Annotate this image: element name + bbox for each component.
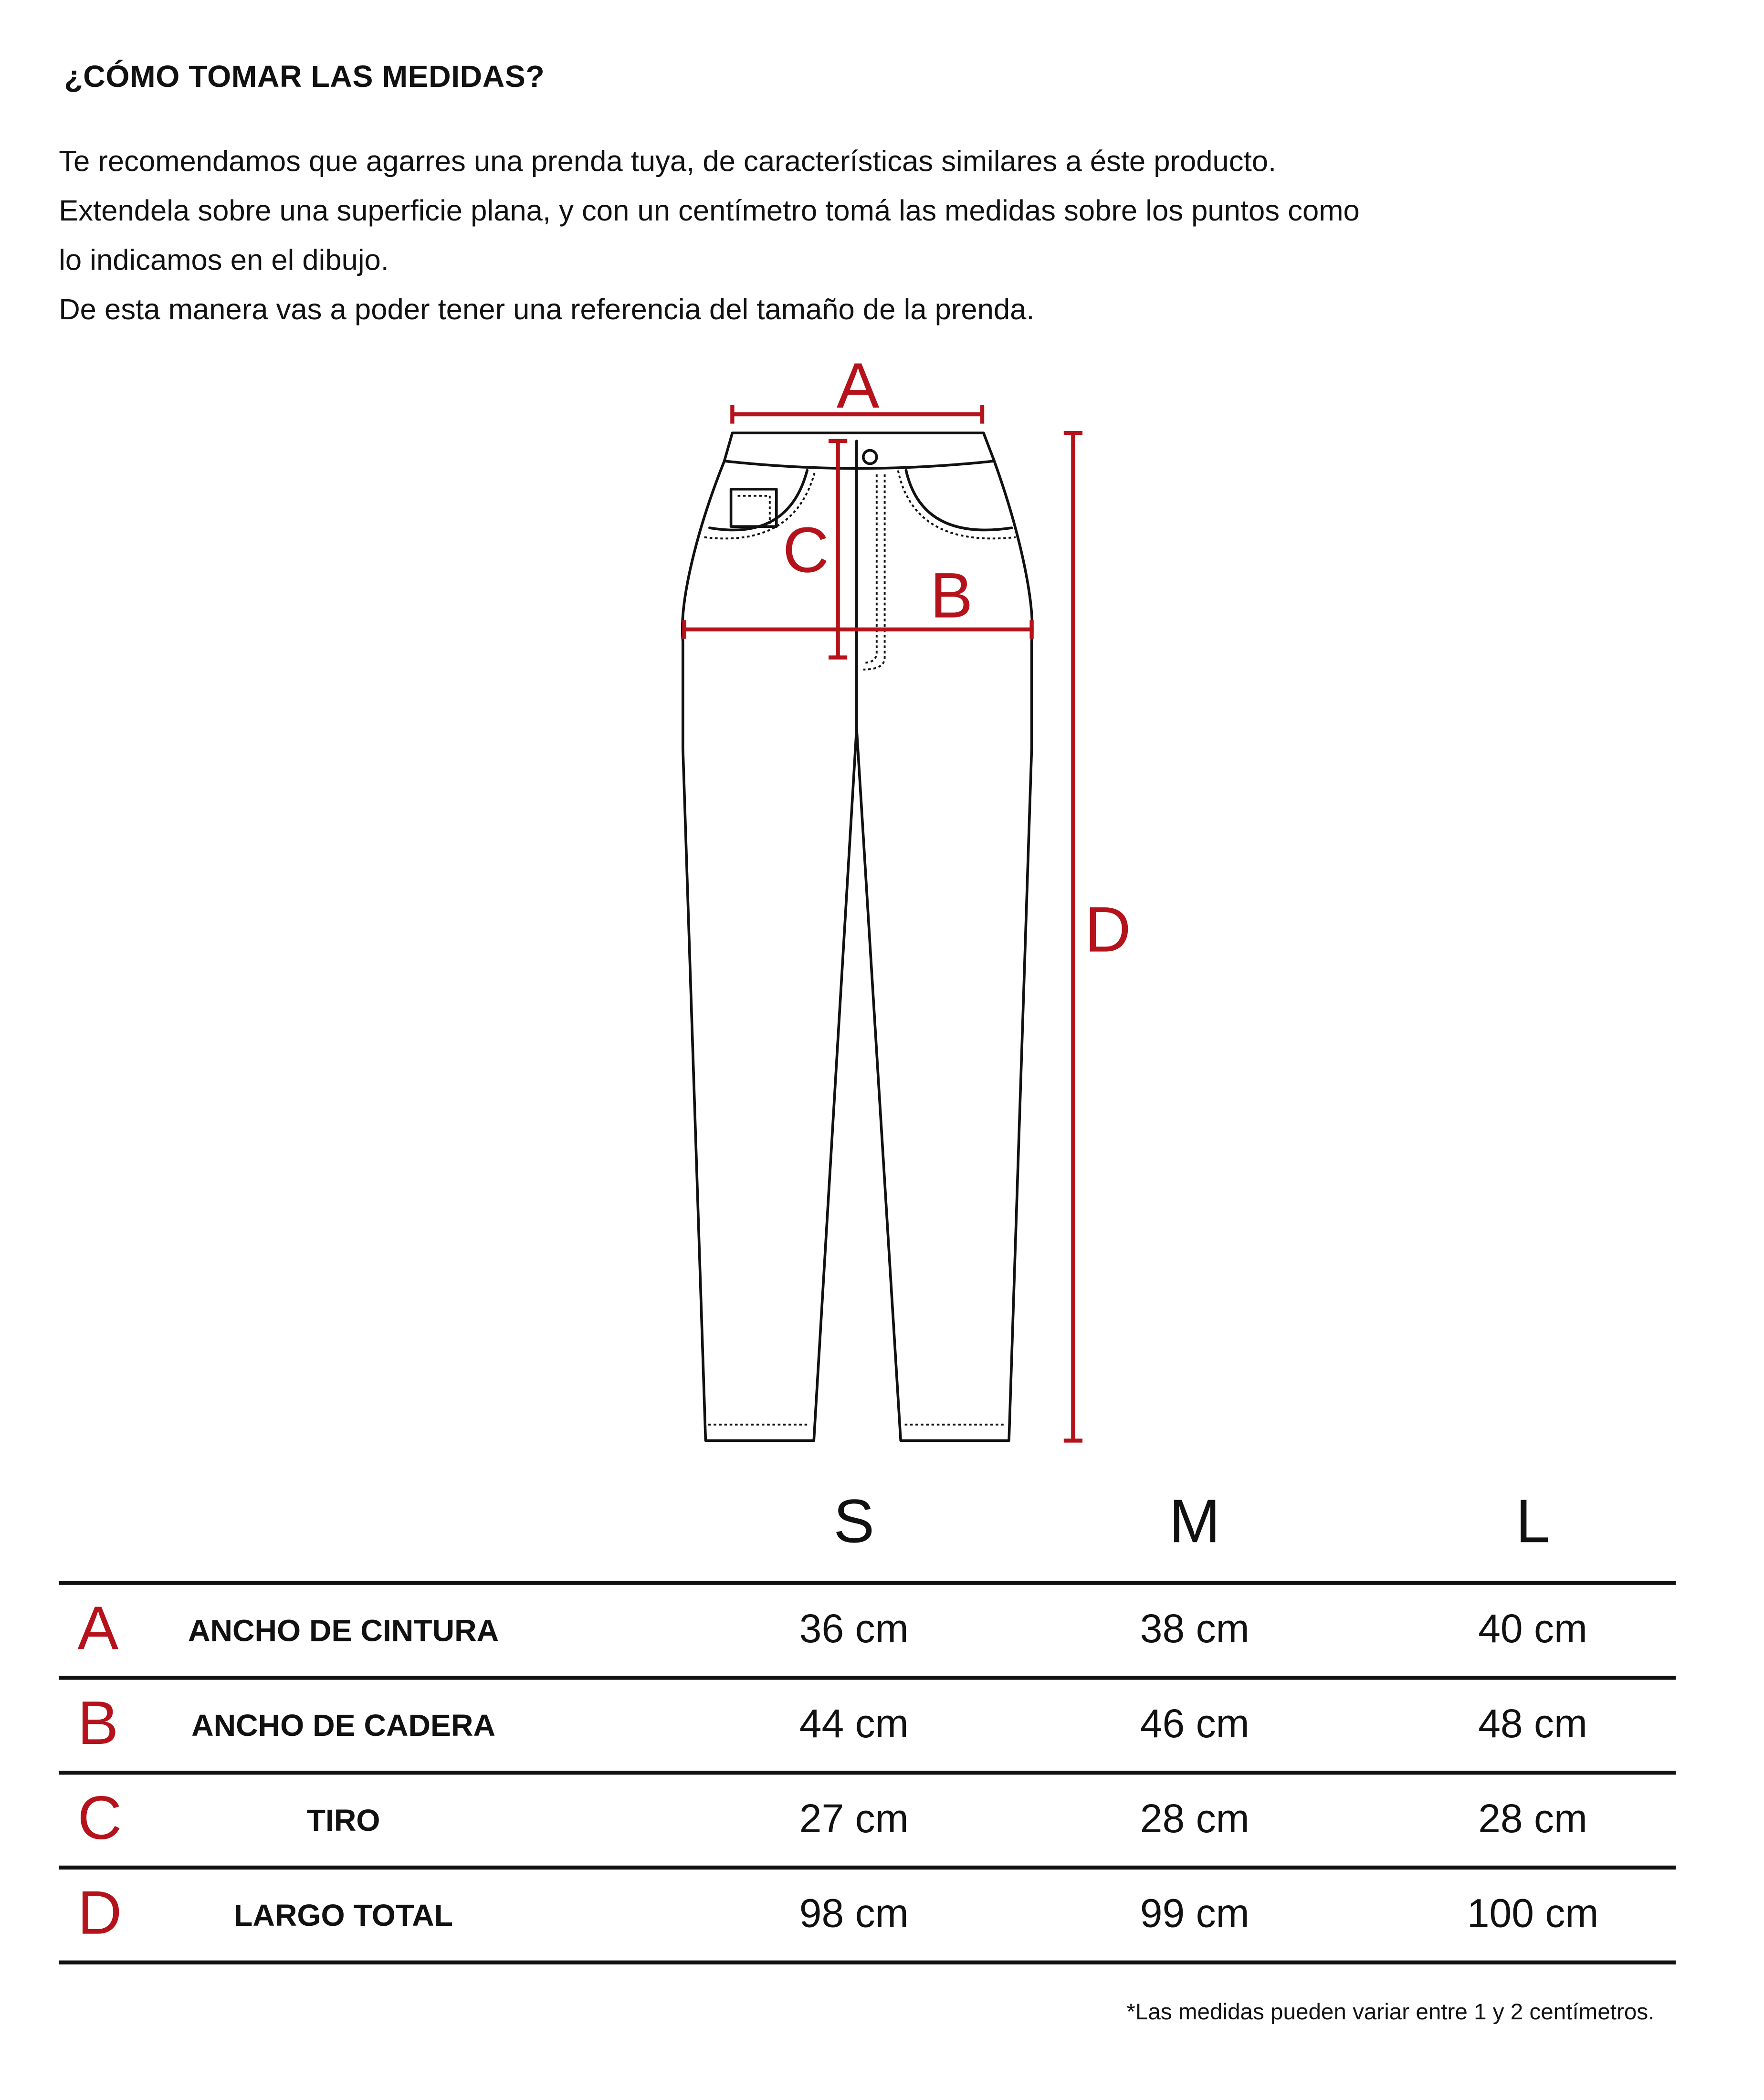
row-label: ANCHO DE CADERA [191, 1708, 496, 1743]
row-label: ANCHO DE CINTURA [188, 1613, 499, 1648]
value-m: 38 cm [1140, 1607, 1250, 1652]
size-header-l: L [1515, 1486, 1550, 1556]
size-header-s: S [833, 1486, 875, 1556]
intro-line: lo indicamos en el dibujo. [59, 243, 389, 277]
waistband [724, 433, 995, 468]
label-b: B [930, 559, 973, 631]
intro-line: De esta manera vas a poder tener una referencia del tamaño de la prenda. [59, 293, 1035, 326]
label-a: A [836, 349, 880, 421]
footnote: *Las medidas pueden variar entre 1 y 2 centímetros. [1126, 1999, 1655, 2025]
row-letter: B [77, 1688, 119, 1757]
label-c: C [782, 514, 829, 586]
intro-line: Te recomendamos que agarres una prenda tuya, de características similares a éste producto. [59, 144, 1277, 178]
table-divider [59, 1866, 1676, 1869]
value-s: 44 cm [799, 1702, 909, 1747]
value-l: 48 cm [1478, 1702, 1587, 1747]
table-row [59, 1680, 1676, 1771]
row-letter: C [77, 1783, 122, 1852]
row-label: TIRO [306, 1803, 380, 1838]
table-divider [59, 1961, 1676, 1964]
button-icon [863, 451, 877, 464]
row-letter: A [77, 1593, 119, 1663]
value-m: 99 cm [1140, 1892, 1250, 1937]
value-s: 98 cm [799, 1892, 909, 1937]
row-letter: D [77, 1878, 122, 1947]
value-m: 28 cm [1140, 1797, 1250, 1842]
page-title: ¿CÓMO TOMAR LAS MEDIDAS? [64, 59, 545, 94]
value-l: 100 cm [1467, 1892, 1599, 1937]
value-l: 40 cm [1478, 1607, 1587, 1652]
intro-line: Extendela sobre una superficie plana, y con un centímetro tomá las medidas sobre los puntos como [59, 194, 1360, 227]
jeans-outline [682, 433, 1032, 1440]
table-row [59, 1774, 1676, 1865]
table-divider [59, 1581, 1676, 1585]
table-row [59, 1585, 1676, 1676]
size-header-m: M [1169, 1486, 1220, 1556]
table-row [59, 1869, 1676, 1960]
table-divider [59, 1676, 1676, 1680]
label-d: D [1084, 893, 1131, 966]
value-s: 27 cm [799, 1797, 909, 1842]
value-s: 36 cm [799, 1607, 909, 1652]
row-label: LARGO TOTAL [234, 1898, 453, 1932]
value-l: 28 cm [1478, 1797, 1587, 1842]
value-m: 46 cm [1140, 1702, 1250, 1747]
right-pocket-opening [906, 471, 1011, 530]
table-divider [59, 1771, 1676, 1774]
